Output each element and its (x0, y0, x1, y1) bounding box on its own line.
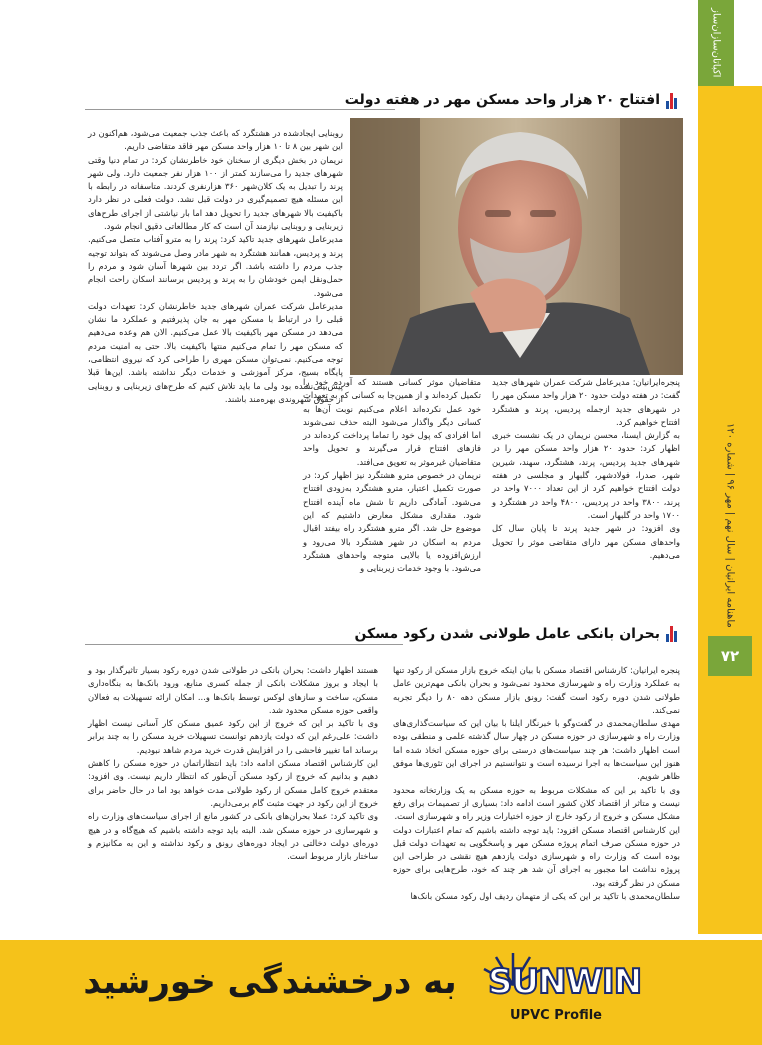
article2-column-left (88, 664, 378, 863)
issue-info (710, 390, 750, 660)
paragraph: وی با تاکید بر این که مشکلات مربوط به حوزه مسکن به یک وزارتخانه محدود نیست و متاثر از اقتصاد کلان کشور است ادامه داد: بسیاری از تصمیمات برای رفع مشکل مسکن و خروج از رکود خارج از حوزه اختیارات وزیر راه و شهرسازی است. (393, 784, 680, 822)
section-tab (698, 0, 734, 86)
paragraph: به گزارش ایسنا، محسن نریمان در یک نشست خبری اظهار کرد: حدود ۲۰ هزار واحد مسکن مهر را در شهرهای جدید پردیس، پرند، هشتگرد، سهند، شیرین شهر، صدرا، فولادشهر، گلبهار و مجلسی در هفته دولت افتتاح خواهیم کرد از این تعداد ۷۰۰۰ واحد در پرند، ۳۸۰۰ واحد در پردیس، ۴۸۰۰ واحد در هشتگرد و ۱۷۰۰ واحد در گلبهار است. (492, 430, 680, 520)
brand-logo: SUNWIN (488, 962, 642, 1002)
paragraph: مهدی سلطان‌محمدی در گفت‌وگو با خبرنگار ایلنا با بیان این که سیاست‌گذاری‌های وزارت راه و شهرسازی در حوزه مسکن در چهار سال گذشته علمی و منطقی بوده است اظهار داشت: هر چند سیاست‌های درستی برای حوزه مسکن اتخاذ شده اما هنوز این سیاست‌ها به اجرا نرسیده است و نتوانستیم در اجرای این تئوری‌ها موفق ظاهر شویم. (393, 718, 680, 782)
paragraph: هستند اظهار داشت: بحران بانکی در طولانی شدن دوره رکود بسیار تاثیرگذار بود و با ایجاد و بروز مشکلات بانکی از جمله کسری منابع، ورود بانک‌ها به بنگاه‌داری مسکن، ساخت و سازهای لوکس توسط بانک‌ها و... امکان ارائه تسهیلات به فعالان واقعی حوزه مسکن محدود شد. (88, 665, 378, 715)
article1-column-left (88, 127, 343, 406)
brand-subtitle: UPVC Profile (510, 1008, 602, 1023)
ad-slogan: به درخشندگی خورشید (83, 962, 457, 1002)
section-tab-label: اکباتان‌سازان‌ساز (710, 8, 722, 78)
paragraph: مدیرعامل شرکت عمران شهرهای جدید خاطرنشان کرد: تعهدات دولت قبلی را در ارتباط با مسکن مهر به جان پذیرفتیم و عملکرد ما نشان می‌دهد در مسکن مهر باکیفیت بالا عمل می‌کنیم. الان هم وعده می‌دهیم که مسکن مهر را تمام می‌کنیم منتها باکیفیت بالا. حتی به امنیت مردم توجه می‌کنیم. نمی‌توان مسکن مهری را طراحی کرد که نیروی انتظامی، پایگاه بسیج، مرکز آموزشی و خدمات دیگر نداشته باشد. این‌ها قبلا پیش‌بینی‌نشده بود ولی ما باید تلاش کنیم که طرح‌های زیربنایی و روبنایی از حقوق شهروندی بهره‌مند باشند. (88, 300, 343, 404)
paragraph: نریمان در خصوص مترو هشتگرد نیز اظهار کرد: در صورت تکمیل اعتبار، مترو هشتگرد به‌زودی افتتاح می‌شود. آمادگی داریم تا شش ماه آینده افتتاح شود. مقداری مشکل معارض داشتیم که این موضوع حل شد. اگر مترو هشتگرد راه بیفتد اقبال مردم به اسکان در شهر هشتگرد بالا می‌رود و ارزش‌افزوده یا بالایی متوجه واحدهای هشتگرد می‌شود. با وجود خدمات زیربنایی و (303, 470, 481, 574)
page-number: ۷۲ (708, 636, 752, 676)
paragraph: نریمان در بخش دیگری از سخنان خود خاطرنشان کرد: در تمام دنیا وقتی شهرهای جدید را می‌سازند کمتر از ۱۰۰ هزار نفر جمعیت دارد. ولی شهر پرند را تبدیل به یک کلان‌شهر ۳۶۰ هزارنفری کردند. متاسفانه در رابطه با این مسئله هیچ تصمیم‌گیری در دولت قبل نشد. دولت فعلی در نظر دارد باکیفیت بالا شهرهای جدید را تحویل دهد اما بار نیاشتی از اجرای طرح‌های زیربنایی و روبنایی نیازمند آن است که کار مطالعاتی دقیق انجام شود. (88, 154, 343, 232)
article1-title: افتتاح ۲۰ هزار واحد مسکن مهر در هفته دولت (344, 92, 660, 108)
article2-column-right (393, 664, 680, 903)
issue-info-text: ماهنامه ایرانیان | سال نهم | مهر ۹۶ | شماره ۱۲۰ (724, 422, 736, 628)
heading-bars-icon (666, 626, 678, 642)
article1-column-right (492, 376, 680, 562)
paragraph: وی با تاکید بر این که خروج از این رکود عمیق مسکن کار آسانی نیست اظهار داشت: علی‌رغم این که دولت یازدهم توانست تسهیلات خرید مسکن را به چند برابر برساند اما تغییر فاحشی را در افزایش قدرت خرید مردم شاهد نبودیم. (88, 718, 378, 755)
article2-title-rule (85, 644, 403, 645)
paragraph: وی افزود: در شهر جدید پرند تا پایان سال کل واحدهای مسکن مهر دارای متقاضی موثر را تحویل می‌دهیم. (492, 523, 680, 560)
paragraph: پنجره‌ایرانیان: مدیرعامل شرکت عمران شهرهای جدید گفت: در هفته دولت حدود ۲۰ هزار واحد مسکن مهر را در شهرهای جدید ازجمله پردیس، پرند و هشتگرد افتتاح خواهیم کرد. (492, 377, 680, 427)
heading-bars-icon (666, 93, 678, 109)
paragraph: این کارشناس اقتصاد مسکن ادامه داد: باید انتظاراتمان در حوزه مسکن را کاهش دهیم و بدانیم که خروج از رکود مسکن آن‌طور که انتظار داریم نیست. وی افزود: معتقدم خروج کامل مسکن از رکود طولانی مدت خواهد بود اما در حال حاضر برای خروج از این رکود در جهت مثبت گام برمی‌داریم. (88, 758, 378, 808)
paragraph: سلطان‌محمدی با تاکید بر این که یکی از متهمان ردیف اول رکود مسکن بانک‌ها (410, 891, 680, 902)
paragraph: متقاضیان موثر کسانی هستند که آورده خود را تکمیل کرده‌اند و از همین‌جا به کسانی که به تعهدات خود عمل نکرده‌اند اعلام می‌کنیم نوبت آن‌ها به کسانی دیگر واگذار می‌شود البته حذف نمی‌شوند اما افرادی که پول خود را تماما پرداخت کرده‌اند در فازهای افتتاح قرار می‌گیرند و تحویل واحد متقاضیان غیرموثر به تعویق می‌افتد. (303, 377, 481, 467)
article2-title: بحران بانکی عامل طولانی شدن رکود مسکن (354, 626, 660, 642)
paragraph: وی تاکید کرد: عملا بحران‌های بانکی در کشور مانع از اجرای سیاست‌های وزارت راه و شهرسازی در حوزه مسکن شد. البته باید توجه داشته باشیم که هیچ‌گاه و در هیچ دوره‌ای دولت دخالتی در ایجاد دوره‌های رونق و رکود نداشته و این به مکانیزم و ساختار بازار مربوط است. (88, 811, 378, 862)
paragraph: این کارشناس اقتصاد مسکن افزود: باید توجه داشته باشیم که تمام اعتبارات دولت در حوزه مسکن صرف اتمام پروژه مسکن مهر و پاسخگویی به تعهدات دولت قبل بوده است که وزارت راه و شهرسازی دولت یازدهم هیچ نقشی در طراحی این پروژه نداشت اما مجبور به اجرای آن شد هر چند که خود، طرح‌هایی برای حوزه مسکن در نظر گرفته بود. (393, 824, 680, 888)
paragraph: مدیرعامل شهرهای جدید تاکید کرد: پرند را به مترو آفتاب متصل می‌کنیم. پرند و پردیس، همانند هشتگرد به شهر مادر وصل می‌شوند که بتواند توجیه جذب مردم را داشته باشد. اگر تردد بین شهرها آسان شود و مردم را حمل‌ونقل ایمن خودشان را به پرند و پردیس برسانند اسکان راحت انجام می‌شود. (88, 234, 343, 298)
article1-title-rule (85, 109, 395, 110)
paragraph: روبنایی ایجادشده در هشتگرد که باعث جذب جمعیت می‌شود، هم‌اکنون در این شهر بین ۸ تا ۱۰ هزار واحد مسکن مهر فاقد متقاضی داریم. (88, 128, 343, 152)
article1-column-middle (303, 376, 481, 575)
article1-photo (350, 118, 683, 375)
paragraph: پنجره‌ ایرانیان: کارشناس اقتصاد مسکن با بیان اینکه خروج بازار مسکن از رکود تنها به عملکرد وزارت راه و شهرسازی محدود نمی‌شود و بحران بانکی مهم‌ترین عامل طولانی شدن دوره رکود است گفت: رونق بازار مسکن دهه ۸۰ را دیگر تجربه نمی‌کند. (393, 665, 680, 715)
